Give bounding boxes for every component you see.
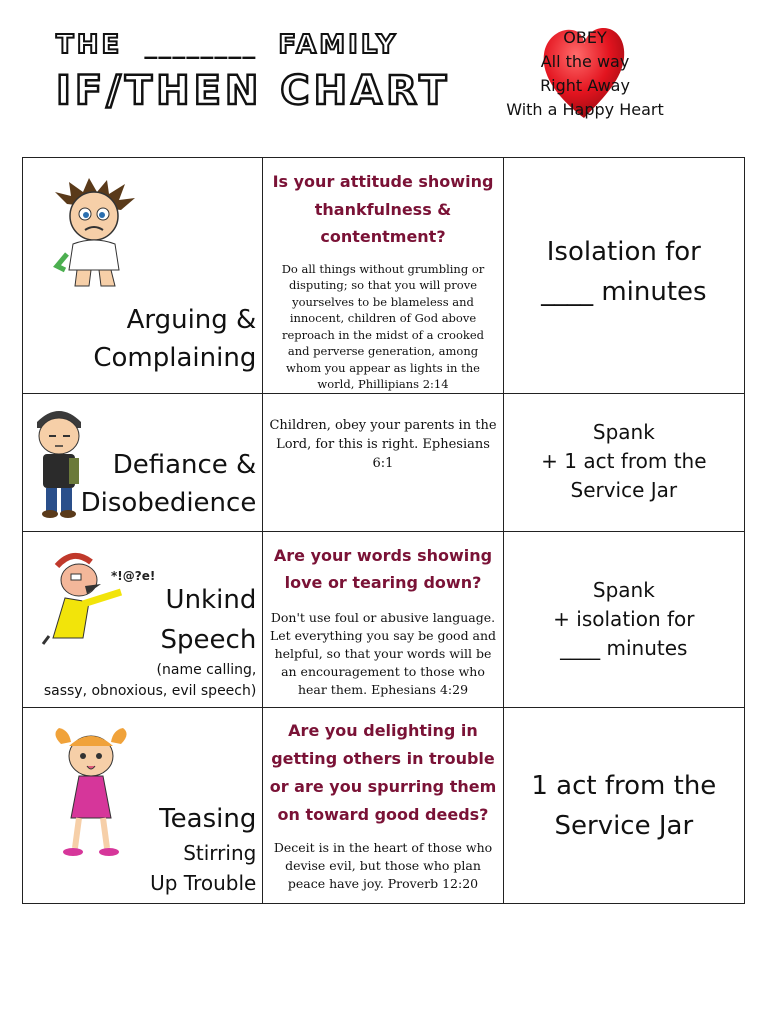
question-line: love or tearing down? <box>284 573 482 592</box>
scripture-verse: Don't use foul or abusive language. Let everything you say be good and helpful, so that your words will be an encouragement to those who hear them. Ephesians 4:29 <box>269 609 497 697</box>
behavior-line: Speech <box>160 624 257 655</box>
question-cell <box>263 158 503 394</box>
reflection-question <box>269 542 496 597</box>
consequence-text <box>504 418 744 505</box>
family-name-blank: ________ <box>144 30 257 60</box>
behavior-cell <box>23 707 263 903</box>
behavior-cell <box>23 158 263 394</box>
table-row <box>23 707 745 903</box>
teasing-girl-icon <box>51 724 131 864</box>
question-line: Are your words showing <box>273 545 493 565</box>
question-line: or are you spurring them <box>269 776 497 796</box>
consequence-line: Service Jar <box>554 810 694 841</box>
behavior-line: Arguing & <box>126 305 257 335</box>
behavior-label <box>161 580 257 660</box>
scripture-verse: Children, obey your parents in the Lord, for this is right. Ephesians 6:1 <box>269 417 497 471</box>
behavior-cell <box>23 393 263 531</box>
consequence-text <box>504 232 744 312</box>
question-cell <box>263 393 503 531</box>
scripture-verse: Deceit is in the heart of those who devise evil, but those who plan peace have joy. Proverb 12:20 <box>273 839 493 891</box>
behavior-note-line: sassy, obnoxious, evil speech) <box>43 682 257 699</box>
consequence-line: Spank <box>592 419 655 444</box>
consequence-cell <box>503 393 744 531</box>
behavior-line: Unkind <box>165 584 257 615</box>
table-row <box>23 158 745 394</box>
grumpy-child-icon <box>49 174 139 294</box>
svg-text:*!@?e!: *!@?e! <box>111 568 156 583</box>
question-line: on toward good deeds? <box>277 804 489 824</box>
title-line-2: IF/THEN CHART <box>56 68 451 114</box>
question-line: Are you delighting in <box>288 720 478 740</box>
question-cell <box>263 531 503 707</box>
behavior-line: Teasing <box>159 803 257 834</box>
obey-heart-block <box>500 24 670 124</box>
consequence-cell <box>503 158 744 394</box>
table-row <box>23 531 745 707</box>
obey-motto <box>500 26 670 122</box>
question-line: thankfulness & <box>314 199 452 219</box>
title-prefix: THE <box>56 30 123 60</box>
reflection-question <box>269 717 496 829</box>
consequence-cell <box>503 531 744 707</box>
behavior-note <box>150 838 256 898</box>
question-line: Is your attitude showing <box>272 172 494 191</box>
behavior-line: Disobedience <box>80 487 257 518</box>
question-line: getting others in trouble <box>271 748 495 768</box>
consequence-line: ____ minutes <box>560 635 688 660</box>
obey-line: With a Happy Heart <box>506 100 664 119</box>
behavior-label <box>159 800 256 838</box>
behavior-line: Complaining <box>93 343 257 373</box>
scripture-verse: Do all things without grumbling or disputing; so that you will prove yourselves to be blameless and innocent, children of God above reproach in the midst of a crooked and perverse generation, among whom you appear as lights in the world, Phillipians 2:14 <box>281 261 485 391</box>
behavior-note-line: (name calling, <box>156 661 257 678</box>
consequence-line: Isolation for <box>546 237 701 267</box>
consequence-line: + isolation for <box>553 606 695 631</box>
consequence-line: ____ minutes <box>541 277 707 307</box>
obey-line: Right Away <box>540 76 630 95</box>
consequence-line: + 1 act from the <box>541 448 707 473</box>
title-line-1 <box>56 30 398 60</box>
behavior-label <box>81 446 257 522</box>
behavior-line: Defiance & <box>112 449 257 480</box>
behavior-label <box>93 301 256 377</box>
obey-line: OBEY <box>563 28 607 47</box>
consequence-line: 1 act from the <box>531 770 717 801</box>
behavior-note-line: Stirring <box>183 840 257 865</box>
reflection-question <box>269 168 496 251</box>
title-suffix: FAMILY <box>278 30 399 60</box>
consequence-cell <box>503 707 744 903</box>
behavior-note <box>44 660 256 702</box>
table-row <box>23 393 745 531</box>
behavior-note-line: Up Trouble <box>150 870 257 895</box>
question-cell <box>263 707 503 903</box>
behavior-cell <box>23 531 263 707</box>
consequence-line: Spank <box>592 577 655 602</box>
chart-title <box>56 30 451 120</box>
if-then-table <box>22 157 745 904</box>
consequence-text <box>504 576 744 663</box>
shouting-man-icon <box>39 546 159 646</box>
obey-line: All the way <box>540 52 630 71</box>
consequence-text <box>504 766 744 846</box>
question-line: contentment? <box>320 227 446 246</box>
consequence-line: Service Jar <box>570 477 678 502</box>
